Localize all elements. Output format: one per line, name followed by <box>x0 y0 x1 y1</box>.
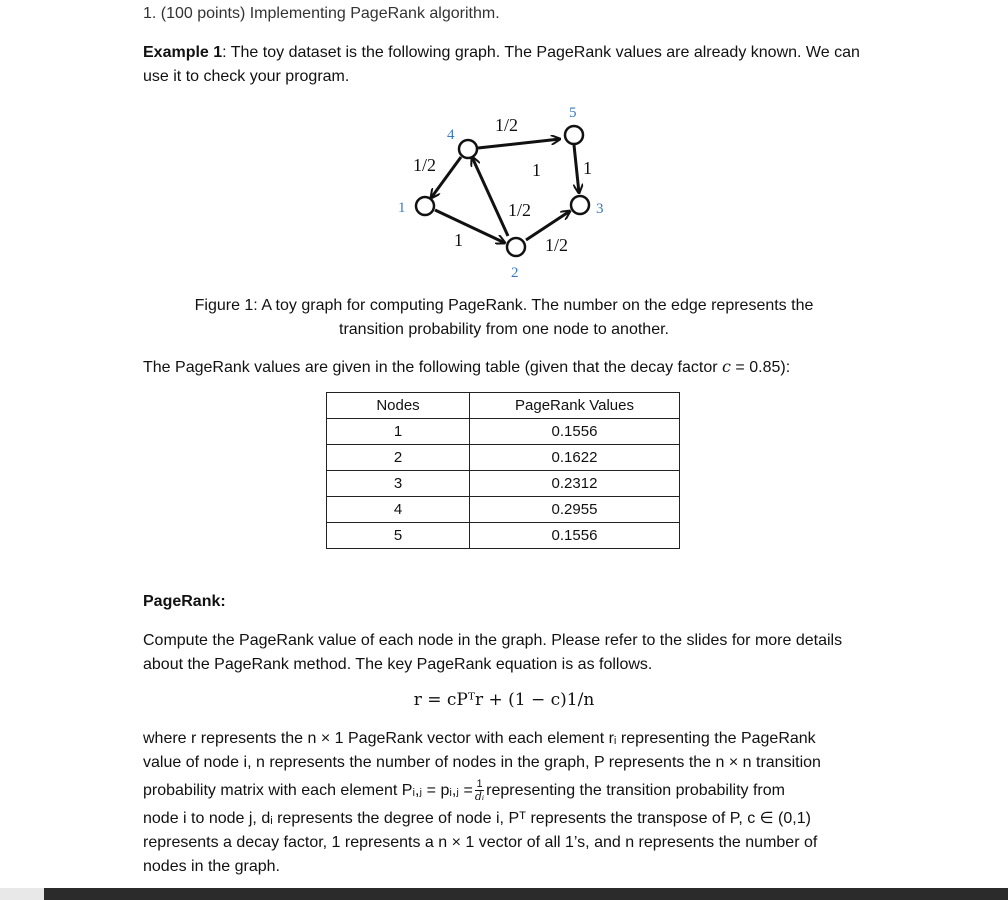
paragraph-definitions <box>143 727 873 879</box>
definition-line-4: node i to node j, dᵢ represents the degree of node i, Pᵀ represents the transpose of P, c ∈ (0,1) <box>143 810 811 827</box>
edge-5-3 <box>574 145 579 193</box>
node-label-5: 5 <box>569 105 577 121</box>
edge-label-4-1: 1/2 <box>413 155 437 175</box>
cell-value: 0.1622 <box>470 445 680 471</box>
cell-node: 1 <box>327 419 470 445</box>
edge-label-4-5: 1/2 <box>495 115 519 135</box>
graph-node-5 <box>565 126 583 144</box>
graph-node-2 <box>507 238 525 256</box>
cell-value: 0.1556 <box>470 419 680 445</box>
cell-value: 0.2312 <box>470 471 680 497</box>
example-text: : The toy dataset is the following graph. The PageRank values are already known. We can use it to check your program. <box>143 44 860 85</box>
pagerank-equation: r = cPᵀr + (1 − c)1/n <box>413 690 595 710</box>
definition-line-3 <box>143 775 873 807</box>
definition-line-3b: representing the transition probability from <box>486 782 785 799</box>
section-title: PageRank: <box>143 593 226 610</box>
example-paragraph <box>143 41 863 89</box>
header-values: PageRank Values <box>470 393 680 419</box>
table-header-row <box>327 393 680 419</box>
edge-label-2-3-top: 1/2 <box>508 200 532 220</box>
node-label-2: 2 <box>511 265 519 281</box>
edge-label-5-3: 1 <box>583 158 592 178</box>
fraction-denominator: dᵢ <box>474 790 485 804</box>
cell-value: 0.2955 <box>470 497 680 523</box>
cell-node: 4 <box>327 497 470 523</box>
header-nodes: Nodes <box>327 393 470 419</box>
cell-value: 0.1556 <box>470 523 680 549</box>
definition-line-1: where r represents the n × 1 PageRank vector with each element rᵢ representing the PageRank <box>143 730 816 747</box>
table-row <box>327 471 680 497</box>
table-row <box>327 419 680 445</box>
intro-before: The PageRank values are given in the following table (given that the decay factor <box>143 359 723 376</box>
pagerank-table <box>326 392 680 549</box>
edge-4-5 <box>478 139 560 148</box>
definition-line-2: value of node i, n represents the number of nodes in the graph, P represents the n × n transition <box>143 754 821 771</box>
taskbar <box>0 888 1008 900</box>
cell-node: 2 <box>327 445 470 471</box>
table-intro <box>143 355 863 380</box>
fraction-numerator: 1 <box>476 778 483 791</box>
definition-line-3a: probability matrix with each element Pᵢ,ⱼ = pᵢ,ⱼ = <box>143 782 473 799</box>
node-label-3: 3 <box>596 201 604 217</box>
paragraph-intro: Compute the PageRank value of each node in the graph. Please refer to the slides for more details about the PageRank method. The key PageRank equation is as follows. <box>143 632 843 673</box>
edge-label-2-3-bottom: 1/2 <box>545 235 569 255</box>
graph-node-4 <box>459 140 477 158</box>
example-label: Example 1 <box>143 44 223 61</box>
node-label-1: 1 <box>398 200 406 216</box>
graph-node-1 <box>416 197 434 215</box>
intro-math-c: c <box>722 357 731 376</box>
table-row <box>327 445 680 471</box>
question-heading: 1. (100 points) Implementing PageRank algorithm. <box>143 5 500 22</box>
cell-node: 5 <box>327 523 470 549</box>
edge-2-4 <box>472 157 508 236</box>
taskbar-left-area <box>0 888 44 900</box>
table-row <box>327 497 680 523</box>
edge-label-2-4: 1 <box>532 160 541 180</box>
definition-line-5: represents a decay factor, 1 represents a n × 1 vector of all 1’s, and n represents the number of <box>143 834 818 851</box>
node-label-4: 4 <box>447 127 455 143</box>
edge-1-2 <box>435 210 505 243</box>
intro-after: = 0.85): <box>730 359 791 376</box>
figure-caption: Figure 1: A toy graph for computing PageRank. The number on the edge represents the transition probability from one node to another. <box>194 297 814 338</box>
graph-node-3 <box>571 196 589 214</box>
fraction-one-over-d <box>475 779 484 802</box>
definition-line-6: nodes in the graph. <box>143 858 280 875</box>
pagerank-graph-figure <box>380 95 620 285</box>
edge-label-1-2: 1 <box>454 230 463 250</box>
cell-node: 3 <box>327 471 470 497</box>
table-row <box>327 523 680 549</box>
